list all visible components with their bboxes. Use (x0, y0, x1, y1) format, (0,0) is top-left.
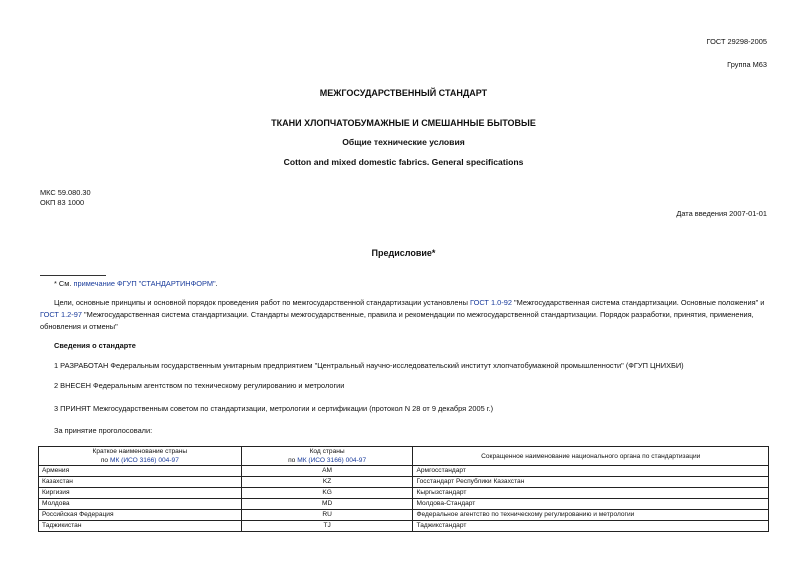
header-country-code (241, 447, 413, 466)
okp-code: ОКП 83 1000 (40, 198, 85, 207)
country-cell: Российская Федерация (39, 510, 242, 521)
item-developed: 1 РАЗРАБОТАН Федеральным государственным унитарным предприятием "Центральный научно-исследовательский институт хлопчатобумажной промышленности" (ФГУП ЦНИХБИ) (54, 361, 684, 370)
document-number: ГОСТ 29298-2005 (706, 37, 767, 46)
p1-text-c: "Межгосударственная система стандартизации. Стандарты межгосударственные, правила и рекомендации по межгосударственной стандартизации. Порядок разработки, принятия, применения, обновления и отмены" (40, 310, 754, 331)
p1-text-b: "Межгосударственная система стандартизации. Основные положения" и (514, 298, 765, 307)
country-cell: Армения (39, 466, 242, 477)
document-title: ТКАНИ ХЛОПЧАТОБУМАЖНЫЕ И СМЕШАННЫЕ БЫТОВЫЕ (271, 118, 536, 128)
country-cell: Таджикистан (39, 521, 242, 532)
footnote-prefix: * См. (54, 279, 72, 288)
header-country-code-prefix: по (288, 457, 296, 464)
table-row (39, 477, 769, 488)
table-row (39, 521, 769, 532)
country-cell: Киргизия (39, 488, 242, 499)
item-adopted: 3 ПРИНЯТ Межгосударственным советом по стандартизации, метрологии и сертификации (протокол N 28 от 9 декабря 2005 г.) (54, 404, 494, 413)
code-cell: KZ (241, 477, 413, 488)
table-row (39, 510, 769, 521)
standards-body-cell: Кыргызстандарт (413, 488, 769, 499)
info-heading: Сведения о стандарте (54, 341, 136, 350)
document-subtitle: Общие технические условия (342, 137, 465, 147)
introduction-date: Дата введения 2007-01-01 (676, 209, 767, 218)
mk-iso-link[interactable]: МК (ИСО 3166) 004-97 (109, 457, 179, 464)
footnote-suffix: . (215, 279, 218, 288)
foreword-heading: Предисловие* (371, 248, 436, 258)
english-title: Cotton and mixed domestic fabrics. General specifications (283, 157, 524, 167)
header-country-code-text: Код страны (309, 448, 345, 455)
header-standards-body (413, 447, 769, 466)
table-header-row (39, 447, 769, 466)
standards-body-cell: Молдова-Стандарт (413, 499, 769, 510)
note-link[interactable]: примечание (73, 279, 115, 288)
header-country-name-prefix: по (100, 457, 109, 464)
voted-label: За принятие проголосовали: (54, 426, 153, 435)
gost-1-2-97-link[interactable]: ГОСТ 1.2-97 (40, 310, 82, 319)
table-row (39, 499, 769, 510)
code-cell: TJ (241, 521, 413, 532)
header-country-name (39, 447, 242, 466)
p1-text-a: Цели, основные принципы и основной порядок проведения работ по межгосударственной стандартизации установлены (54, 298, 468, 307)
item-submitted: 2 ВНЕСЕН Федеральным агентством по техническому регулированию и метрологии (54, 381, 345, 390)
standards-body-cell: Госстандарт Республики Казахстан (413, 477, 769, 488)
header-country-name-text: Краткое наименование страны (92, 448, 188, 455)
code-cell: MD (241, 499, 413, 510)
standartinform-link[interactable]: ФГУП "СТАНДАРТИНФОРМ" (117, 279, 216, 288)
foreword-paragraph (40, 297, 768, 333)
code-cell: KG (241, 488, 413, 499)
standards-body-cell: Армгосстандарт (413, 466, 769, 477)
group-code: Группа М63 (727, 60, 767, 69)
standards-body-cell: Федеральное агентство по техническому регулированию и метрологии (413, 510, 769, 521)
country-cell: Молдова (39, 499, 242, 510)
voting-states-table (38, 446, 769, 532)
gost-1-0-92-link[interactable]: ГОСТ 1.0-92 (469, 298, 512, 307)
country-cell: Казахстан (39, 477, 242, 488)
code-cell: AM (241, 466, 413, 477)
mk-iso-link[interactable]: МК (ИСО 3166) 004-97 (297, 457, 367, 464)
footnote-divider (40, 275, 106, 276)
table-row (39, 466, 769, 477)
mks-code: МКС 59.080.30 (40, 188, 91, 197)
code-cell: RU (241, 510, 413, 521)
header-standards-body-text: Сокращенное наименование национального органа по стандартизации (481, 452, 701, 460)
standards-body-cell: Таджикстандарт (413, 521, 769, 532)
footnote (54, 279, 218, 288)
standard-type: МЕЖГОСУДАРСТВЕННЫЙ СТАНДАРТ (319, 88, 488, 98)
table-row (39, 488, 769, 499)
